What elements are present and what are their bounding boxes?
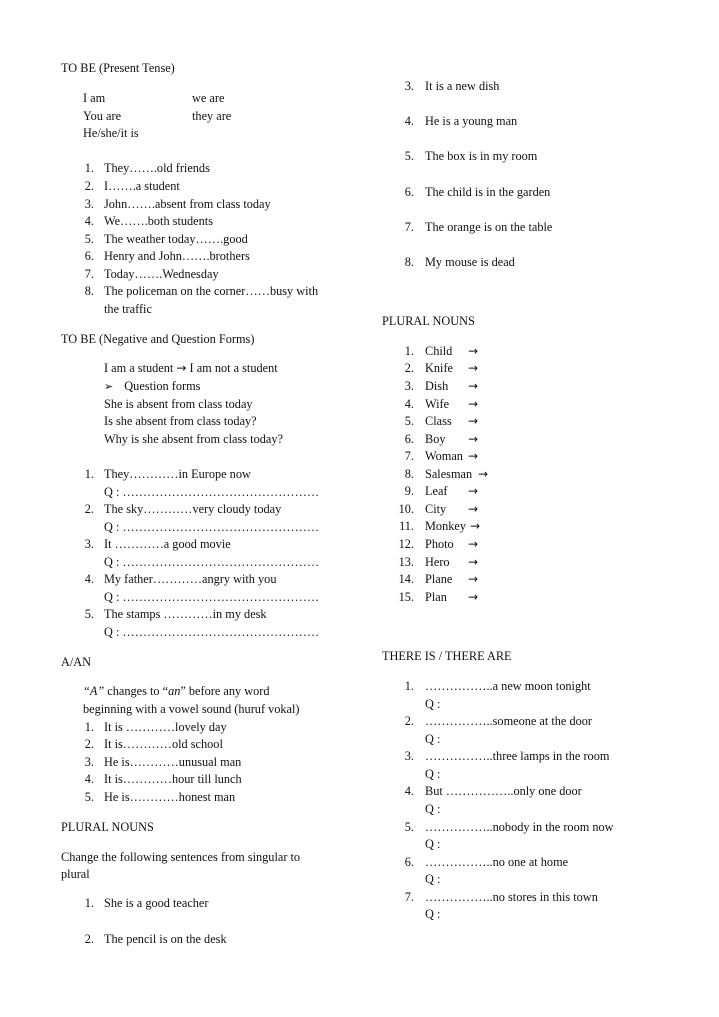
exercise-item: They…………in Europe now bbox=[104, 467, 251, 481]
exercise-item: He is…………unusual man bbox=[104, 755, 242, 769]
item-number: 11. bbox=[399, 519, 414, 533]
arrow-right-icon: → bbox=[468, 572, 479, 586]
arrow-right-icon: → bbox=[176, 361, 187, 375]
item-number: 7. bbox=[84, 267, 94, 281]
section-heading-to-be-present: TO BE (Present Tense) bbox=[61, 61, 175, 75]
pronoun-cell: we are bbox=[192, 91, 225, 105]
item-number: 5. bbox=[404, 149, 414, 163]
item-number: 3. bbox=[84, 197, 94, 211]
item-number: 14. bbox=[398, 572, 414, 586]
exercise-item: It is…………old school bbox=[104, 737, 223, 751]
question-blank: Q : bbox=[425, 802, 441, 816]
noun-item: Monkey bbox=[425, 519, 466, 533]
section-heading-there-is: THERE IS / THERE ARE bbox=[382, 649, 512, 663]
arrow-right-icon: → bbox=[468, 502, 479, 516]
example-line: She is absent from class today bbox=[104, 397, 253, 411]
example-line bbox=[104, 361, 278, 376]
rule-a: “A” bbox=[83, 684, 105, 698]
arrow-right-icon: → bbox=[478, 467, 489, 481]
exercise-item: The sky…………very cloudy today bbox=[104, 502, 282, 516]
item-number: 1. bbox=[84, 161, 94, 175]
exercise-item: ……………..three lamps in the room bbox=[425, 749, 610, 763]
item-number: 1. bbox=[84, 467, 94, 481]
section-heading-plural-sentences: PLURAL NOUNS bbox=[61, 820, 154, 834]
noun-item: Salesman bbox=[425, 467, 473, 481]
rule-an: an bbox=[168, 684, 181, 698]
item-number: 8. bbox=[404, 467, 414, 481]
bullet-line bbox=[104, 379, 200, 394]
exercise-item: John…….absent from class today bbox=[104, 197, 271, 211]
exercise-item: He is…………honest man bbox=[104, 790, 236, 804]
instruction-line: plural bbox=[61, 867, 90, 881]
exercise-item: It is…………hour till lunch bbox=[104, 772, 242, 786]
section-heading-a-an: A/AN bbox=[61, 655, 92, 669]
question-blank: Q : bbox=[425, 732, 441, 746]
noun-item: Knife bbox=[425, 361, 453, 375]
arrow-right-icon: → bbox=[470, 519, 481, 533]
exercise-item: I…….a student bbox=[104, 179, 180, 193]
item-number: 4. bbox=[404, 397, 414, 411]
exercise-item: We…….both students bbox=[104, 214, 213, 228]
arrow-right-icon: → bbox=[468, 361, 479, 375]
arrow-right-icon: → bbox=[468, 484, 479, 498]
exercise-item: My mouse is dead bbox=[425, 255, 515, 269]
exercise-item: ……………..a new moon tonight bbox=[425, 679, 591, 693]
exercise-item: They…….old friends bbox=[104, 161, 210, 175]
noun-item: Wife bbox=[425, 397, 450, 411]
item-number: 5. bbox=[84, 790, 94, 804]
noun-item: Dish bbox=[425, 379, 449, 393]
question-blank: Q : bbox=[425, 697, 441, 711]
exercise-item: She is a good teacher bbox=[104, 896, 209, 910]
section-heading-plural-nouns: PLURAL NOUNS bbox=[382, 314, 475, 328]
item-number: 1. bbox=[404, 344, 414, 358]
bullet-text: Question forms bbox=[124, 379, 201, 393]
item-number: 3. bbox=[404, 79, 414, 93]
noun-item: Child bbox=[425, 344, 453, 358]
exercise-item: The pencil is on the desk bbox=[104, 932, 227, 946]
item-number: 1. bbox=[404, 679, 414, 693]
item-number: 8. bbox=[84, 284, 94, 298]
item-number: 15. bbox=[398, 590, 414, 604]
question-blank: Q : bbox=[425, 767, 441, 781]
exercise-item: But ……………..only one door bbox=[425, 784, 582, 798]
question-blank: Q : bbox=[425, 837, 441, 851]
exercise-item-continuation: the traffic bbox=[104, 302, 152, 316]
item-number: 7. bbox=[404, 220, 414, 234]
noun-item: Hero bbox=[425, 555, 450, 569]
item-number: 2. bbox=[84, 502, 94, 516]
exercise-item: The weather today…….good bbox=[104, 232, 248, 246]
rule-line bbox=[83, 684, 269, 699]
rule-line: beginning with a vowel sound (huruf vokal) bbox=[83, 702, 300, 716]
question-blank: Q : ………………………………………… bbox=[104, 590, 320, 604]
rule-mid: changes to “ bbox=[104, 684, 169, 698]
question-blank: Q : ………………………………………… bbox=[104, 485, 320, 499]
exercise-item: The policeman on the corner……busy with bbox=[104, 284, 319, 298]
item-number: 6. bbox=[404, 185, 414, 199]
noun-item: Plane bbox=[425, 572, 453, 586]
noun-item: Photo bbox=[425, 537, 454, 551]
exercise-item: He is a young man bbox=[425, 114, 518, 128]
pronoun-cell: I am bbox=[83, 91, 106, 105]
noun-item: City bbox=[425, 502, 447, 516]
example-line: Why is she absent from class today? bbox=[104, 432, 283, 446]
arrow-right-icon: → bbox=[468, 344, 479, 358]
exercise-item: It is a new dish bbox=[425, 79, 500, 93]
arrow-right-icon: → bbox=[468, 555, 479, 569]
exercise-item: ……………..no stores in this town bbox=[425, 890, 598, 904]
arrow-right-icon: → bbox=[468, 590, 479, 604]
question-blank: Q : ………………………………………… bbox=[104, 625, 320, 639]
exercise-item: ……………..nobody in the room now bbox=[425, 820, 614, 834]
exercise-item: Today…….Wednesday bbox=[104, 267, 219, 281]
instruction-line: Change the following sentences from singular to bbox=[61, 850, 301, 864]
item-number: 3. bbox=[84, 755, 94, 769]
exercise-item: The child is in the garden bbox=[425, 185, 551, 199]
arrow-right-icon: → bbox=[468, 414, 479, 428]
noun-item: Class bbox=[425, 414, 452, 428]
question-blank: Q : ………………………………………… bbox=[104, 555, 320, 569]
item-number: 9. bbox=[404, 484, 414, 498]
item-number: 6. bbox=[404, 432, 414, 446]
exercise-item: ……………..no one at home bbox=[425, 855, 569, 869]
noun-item: Boy bbox=[425, 432, 446, 446]
section-heading-to-be-negative: TO BE (Negative and Question Forms) bbox=[61, 332, 255, 346]
example-statement: I am a student bbox=[104, 361, 174, 375]
arrow-right-icon: → bbox=[468, 432, 479, 446]
arrow-right-icon: → bbox=[468, 397, 479, 411]
exercise-item: The box is in my room bbox=[425, 149, 538, 163]
pronoun-cell: He/she/it is bbox=[83, 126, 139, 140]
exercise-item: It is …………lovely day bbox=[104, 720, 227, 734]
arrow-right-icon: → bbox=[468, 379, 479, 393]
exercise-item: Henry and John…….brothers bbox=[104, 249, 250, 263]
item-number: 1. bbox=[84, 896, 94, 910]
item-number: 12. bbox=[398, 537, 414, 551]
item-number: 4. bbox=[84, 572, 94, 586]
pronoun-cell: You are bbox=[83, 109, 122, 123]
item-number: 3. bbox=[84, 537, 94, 551]
example-line: Is she absent from class today? bbox=[104, 414, 257, 428]
item-number: 5. bbox=[84, 607, 94, 621]
exercise-item: It …………a good movie bbox=[104, 537, 231, 551]
rule-end: ” before any word bbox=[180, 684, 270, 698]
item-number: 3. bbox=[404, 379, 414, 393]
item-number: 2. bbox=[84, 179, 94, 193]
item-number: 4. bbox=[84, 214, 94, 228]
item-number: 3. bbox=[404, 749, 414, 763]
noun-item: Plan bbox=[425, 590, 447, 604]
item-number: 6. bbox=[84, 249, 94, 263]
exercise-item: The stamps …………in my desk bbox=[104, 607, 267, 621]
arrow-right-icon: → bbox=[468, 537, 479, 551]
item-number: 7. bbox=[404, 890, 414, 904]
arrow-bullet-icon: ➢ bbox=[104, 380, 114, 393]
exercise-item: My father…………angry with you bbox=[104, 572, 277, 586]
item-number: 2. bbox=[404, 361, 414, 375]
item-number: 13. bbox=[398, 555, 414, 569]
item-number: 8. bbox=[404, 255, 414, 269]
item-number: 10. bbox=[398, 502, 414, 516]
item-number: 1. bbox=[84, 720, 94, 734]
question-blank: Q : bbox=[425, 872, 441, 886]
arrow-right-icon: → bbox=[468, 449, 479, 463]
item-number: 4. bbox=[404, 114, 414, 128]
question-blank: Q : ………………………………………… bbox=[104, 520, 320, 534]
noun-item: Woman bbox=[425, 449, 463, 463]
noun-item: Leaf bbox=[425, 484, 448, 498]
exercise-item: ……………..someone at the door bbox=[425, 714, 593, 728]
item-number: 2. bbox=[84, 737, 94, 751]
item-number: 5. bbox=[84, 232, 94, 246]
item-number: 4. bbox=[84, 772, 94, 786]
example-negative: I am not a student bbox=[189, 361, 278, 375]
exercise-item: The orange is on the table bbox=[425, 220, 553, 234]
item-number: 2. bbox=[404, 714, 414, 728]
item-number: 4. bbox=[404, 784, 414, 798]
item-number: 5. bbox=[404, 414, 414, 428]
pronoun-cell: they are bbox=[192, 109, 232, 123]
item-number: 2. bbox=[84, 932, 94, 946]
item-number: 6. bbox=[404, 855, 414, 869]
item-number: 5. bbox=[404, 820, 414, 834]
item-number: 7. bbox=[404, 449, 414, 463]
question-blank: Q : bbox=[425, 907, 441, 921]
